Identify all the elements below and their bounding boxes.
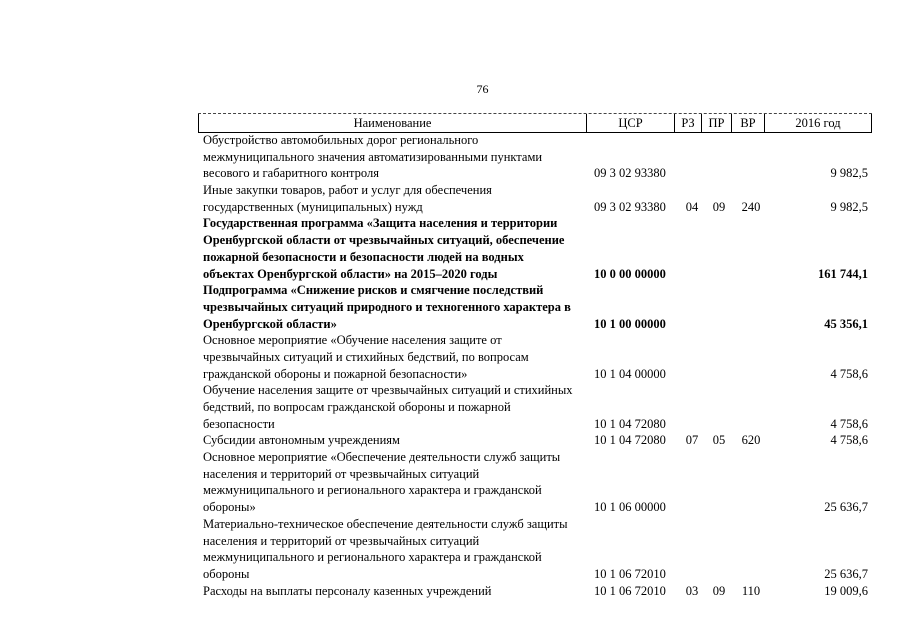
row-name-line: Иные закупки товаров, работ и услуг для обеспечения <box>203 183 492 198</box>
row-vr <box>735 499 767 516</box>
row-name-line: обороны <box>203 566 250 581</box>
row-csr: 10 1 06 72010 <box>594 566 666 581</box>
table-row <box>0 182 905 215</box>
row-pr: 05 <box>712 433 726 448</box>
row-name-line: Основное мероприятие «Обучение населения защите от <box>203 333 502 348</box>
row-name-line: Оренбургской области» <box>203 316 337 331</box>
row-vr <box>735 566 767 583</box>
row-name-line: Государственная программа «Защита населения и территории <box>203 216 558 231</box>
table-row <box>0 332 905 382</box>
row-name-line: Обучение населения защите от чрезвычайных ситуаций и стихийных <box>203 383 573 398</box>
row-pr <box>707 165 731 182</box>
row-pr <box>707 416 731 433</box>
row-csr: 10 0 00 00000 <box>594 266 666 281</box>
row-amount: 25 636,7 <box>824 566 868 581</box>
row-amount: 4 758,6 <box>830 416 868 431</box>
row-amount: 45 356,1 <box>824 316 868 331</box>
row-vr: 110 <box>741 583 761 598</box>
row-csr: 10 1 06 00000 <box>594 500 666 515</box>
row-rz <box>680 416 704 433</box>
page-number: 76 <box>476 82 489 96</box>
row-rz: 03 <box>685 583 699 598</box>
row-name-line: гражданской обороны и пожарной безопасности» <box>203 366 468 381</box>
row-csr: 09 3 02 93380 <box>594 166 666 181</box>
row-amount: 25 636,7 <box>824 500 868 515</box>
row-name-line: Основное мероприятие «Обеспечение деятельности служб защиты <box>203 450 561 465</box>
row-rz <box>680 566 704 583</box>
row-amount: 19 009,6 <box>824 583 868 598</box>
row-name-line: населения и территорий от чрезвычайных ситуаций <box>203 466 480 481</box>
table-row <box>0 449 905 516</box>
header-csr: ЦСР <box>586 114 674 132</box>
row-rz: 07 <box>685 433 699 448</box>
table-row <box>0 132 905 182</box>
row-amount: 161 744,1 <box>818 266 868 281</box>
row-csr: 10 1 00 00000 <box>594 316 666 331</box>
row-vr <box>735 416 767 433</box>
row-vr <box>735 316 767 333</box>
row-name-line: Обустройство автомобильных дорог регионального <box>203 133 479 147</box>
row-rz: 04 <box>685 199 699 214</box>
row-name-line: безопасности <box>203 416 275 431</box>
row-name-line: населения и территорий от чрезвычайных ситуаций <box>203 533 480 548</box>
row-name-line: межмуниципального и регионального характера и гражданской <box>203 550 542 565</box>
row-pr: 09 <box>712 199 726 214</box>
row-rz <box>680 366 704 383</box>
row-rz <box>680 165 704 182</box>
row-name-line: межмуниципального значения автоматизированными пунктами <box>203 149 543 164</box>
row-name-line: бедствий, по вопросам гражданской обороны и пожарной <box>203 400 511 414</box>
table-row <box>0 583 905 600</box>
table-row <box>0 215 905 282</box>
header-name: Наименование <box>198 114 586 132</box>
row-pr <box>707 266 731 283</box>
row-csr: 10 1 06 72010 <box>594 583 666 598</box>
row-name-line: чрезвычайных ситуаций и стихийных бедствий, по вопросам <box>203 349 529 364</box>
row-rz <box>680 499 704 516</box>
row-csr: 10 1 04 72080 <box>594 433 666 448</box>
row-pr <box>707 499 731 516</box>
row-csr: 10 1 04 00000 <box>594 366 666 381</box>
row-amount: 4 758,6 <box>830 366 868 381</box>
header-rz: РЗ <box>674 114 701 132</box>
row-vr: 240 <box>741 199 761 214</box>
row-name-line: весового и габаритного контроля <box>203 166 379 181</box>
row-pr <box>707 316 731 333</box>
budget-table-body <box>0 132 905 599</box>
header-vr: ВР <box>731 114 764 132</box>
row-rz <box>680 266 704 283</box>
row-name-line: Оренбургской области от чрезвычайных ситуаций, обеспечение <box>203 233 565 248</box>
row-name-line: государственных (муниципальных) нужд <box>203 199 423 214</box>
row-name-line: Материально-техническое обеспечение деятельности служб защиты <box>203 516 568 531</box>
row-name-line: объектах Оренбургской области» на 2015–2020 годы <box>203 266 498 281</box>
row-csr: 09 3 02 93380 <box>594 199 666 214</box>
row-name-line: пожарной безопасности и безопасности людей на водных <box>203 249 524 264</box>
table-row <box>0 516 905 583</box>
row-name-line: Расходы на выплаты персоналу казенных учреждений <box>203 583 492 598</box>
row-amount: 4 758,6 <box>830 433 868 448</box>
table-row <box>0 432 905 449</box>
row-pr <box>707 566 731 583</box>
row-vr: 620 <box>741 433 761 448</box>
row-rz <box>680 316 704 333</box>
table-row <box>0 382 905 432</box>
row-amount: 9 982,5 <box>830 166 868 181</box>
row-pr: 09 <box>712 583 726 598</box>
table-header <box>198 113 872 133</box>
table-row <box>0 282 905 332</box>
row-vr <box>735 266 767 283</box>
row-csr: 10 1 04 72080 <box>594 416 666 431</box>
row-name-line: Субсидии автономным учреждениям <box>203 433 400 448</box>
row-name-line: чрезвычайных ситуаций природного и техногенного характера в <box>203 299 571 314</box>
row-vr <box>735 366 767 383</box>
row-vr <box>735 165 767 182</box>
row-amount: 9 982,5 <box>830 199 868 214</box>
header-pr: ПР <box>701 114 731 132</box>
row-name-line: Подпрограмма «Снижение рисков и смягчение последствий <box>203 283 544 298</box>
row-name-line: обороны» <box>203 500 256 515</box>
row-pr <box>707 366 731 383</box>
row-name-line: межмуниципального и регионального характера и гражданской <box>203 483 542 498</box>
header-year: 2016 год <box>764 114 872 132</box>
